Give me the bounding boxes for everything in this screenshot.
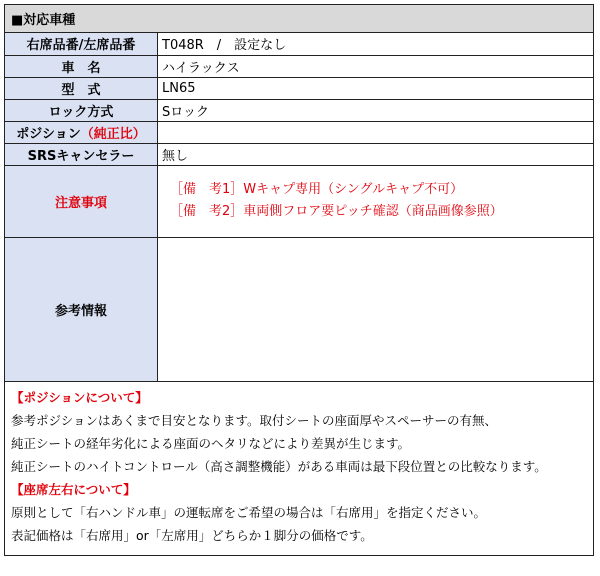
row-caution (5, 165, 593, 237)
seat-part-value: T048R / 設定なし (158, 33, 594, 55)
notes-section (5, 382, 593, 555)
row-srs (5, 143, 593, 165)
reference-value (158, 237, 594, 381)
notes-line: 表記価格は「右席用」or「左席用」どちらか１脚分の価格です。 (11, 527, 373, 543)
srs-label: SRSキャンセラー (5, 143, 158, 165)
caution-value (158, 165, 594, 237)
position-label-sub: （純正比） (80, 126, 146, 142)
notes-line: 参考ポジションはあくまで目安となります。取付シートの座面厚やスペーサーの有無、 (11, 412, 497, 428)
row-seat-part (5, 33, 593, 55)
caution-label: 注意事項 (5, 165, 158, 237)
notes-line: 純正シートのハイトコントロール（高さ調整機能）がある車両は最下段位置との比較なります。 (11, 458, 547, 474)
notes-heading-position: 【ポジションについて】 (11, 389, 148, 405)
position-label-main: ポジション (16, 126, 81, 142)
row-lock (5, 99, 593, 121)
notes-line: 純正シートの経年劣化による座面のヘタリなどにより差異が生じます。 (11, 435, 411, 451)
car-name-label: 車 名 (5, 55, 158, 77)
lock-value: Sロック (158, 99, 594, 121)
model-label: 型 式 (5, 77, 158, 99)
position-value (158, 121, 594, 143)
caution-line-2: ［備 考2］車両側フロア要ピッチ確認（商品画像参照） (170, 204, 503, 219)
position-label (5, 121, 158, 143)
srs-value: 無し (158, 143, 594, 165)
section-title: ■対応車種 (5, 5, 593, 33)
spec-sheet (4, 4, 594, 556)
row-position (5, 121, 593, 143)
spec-table (5, 33, 593, 382)
caution-line-1: ［備 考1］Wキャプ専用（シングルキャプ不可） (170, 182, 464, 197)
reference-label: 参考情報 (5, 237, 158, 381)
row-model (5, 77, 593, 99)
notes-line: 原則として「右ハンドル車」の運転席をご希望の場合は「右席用」を指定ください。 (11, 504, 487, 520)
model-value: LN65 (158, 77, 594, 99)
row-reference (5, 237, 593, 381)
lock-label: ロック方式 (5, 99, 158, 121)
seat-part-label: 右席品番/左席品番 (5, 33, 158, 55)
notes-heading-seat-side: 【座席左右について】 (11, 481, 136, 497)
row-car-name (5, 55, 593, 77)
car-name-value: ハイラックス (158, 55, 594, 77)
